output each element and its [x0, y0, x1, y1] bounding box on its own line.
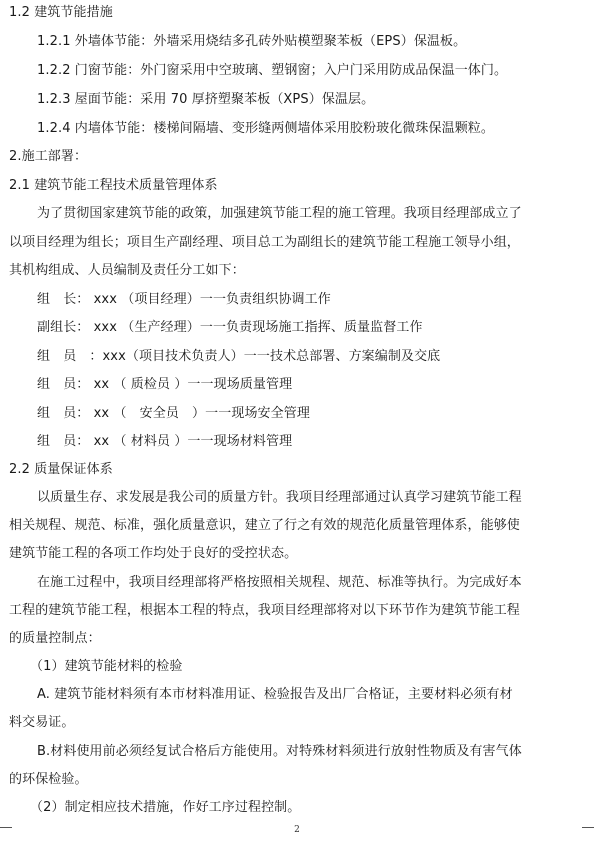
team-row-quality: 组 员： xx （ 质检员 ）一一现场质量管理: [37, 377, 293, 392]
measure-roof: 1.2.3 屋面节能：采用 70 厚挤塑聚苯板（XPS）保温层。: [37, 92, 375, 107]
section-heading-2-2: 2.2 质量保证体系: [9, 462, 113, 477]
control-point-1: （1）建筑节能材料的检验: [30, 659, 183, 674]
paragraph-line: 的质量控制点：: [9, 631, 101, 646]
paragraph-line: 以项目经理为组长；项目生产副经理、项目总工为副组长的建筑节能工程施工领导小组，: [9, 235, 520, 250]
section-heading-2-1: 2.1 建筑节能工程技术质量管理体系: [9, 178, 218, 193]
paragraph-line: A. 建筑节能材料须有本市材料准用证、检验报告及出厂合格证，主要材料必须有材: [37, 687, 513, 702]
paragraph-line: 在施工过程中，我项目经理部将严格按照相关规程、规范、标准等执行。为完成好本: [37, 575, 522, 590]
page-number: 2: [294, 825, 300, 835]
team-row-tech: 组 员 ：xxx（项目技术负责人）一一技术总部署、方案编制及交底: [37, 349, 441, 364]
paragraph-line: 以质量生存、求发展是我公司的质量方针。我项目经理部通过认真学习建筑节能工程: [37, 490, 522, 505]
team-row-leader: 组 长： xxx （项目经理）一一负责组织协调工作: [37, 292, 331, 307]
paragraph-line: 其机构组成、人员编制及责任分工如下：: [9, 263, 245, 278]
measure-interior-wall: 1.2.4 内墙体节能：楼梯间隔墙、变形缝两侧墙体采用胶粉玻化微珠保温颗粒。: [37, 121, 495, 136]
paragraph-line: 为了贯彻国家建筑节能的政策，加强建筑节能工程的施工管理。我项目经理部成立了: [37, 206, 522, 221]
section-heading-2: 2.施工部署：: [9, 149, 88, 164]
paragraph-line: 料交易证。: [9, 715, 75, 730]
measure-doors-windows: 1.2.2 门窗节能：外门窗采用中空玻璃、塑钢窗；入户门采用防成品保温一体门。: [37, 63, 508, 78]
paragraph-line: 工程的建筑节能工程，根据本工程的特点，我项目经理部将对以下环节作为建筑节能工程: [9, 603, 520, 618]
paragraph-line: 的环保检验。: [9, 772, 88, 787]
team-row-material: 组 员： xx （ 材料员 ）一一现场材料管理: [37, 434, 293, 449]
paragraph-line: 相关规程、规范、标准，强化质量意识，建立了行之有效的规范化质量管理体系，能够使: [9, 518, 520, 533]
team-row-safety: 组 员： xx （ 安全员 ）一一现场安全管理: [37, 406, 310, 421]
section-heading-1-2: 1.2 建筑节能措施: [9, 5, 113, 20]
measure-exterior-wall: 1.2.1 外墙体节能：外墙采用烧结多孔砖外贴模塑聚苯板（EPS）保温板。: [37, 34, 467, 49]
paragraph-line: 建筑节能工程的各项工作均处于良好的受控状态。: [9, 546, 298, 561]
paragraph-line: B.材料使用前必须经复试合格后方能使用。对特殊材料须进行放射性物质及有害气体: [37, 744, 522, 759]
team-row-deputy: 副组长： xxx （生产经理）一一负责现场施工指挥、质量监督工作: [37, 320, 423, 335]
control-point-2: （2）制定相应技术措施，作好工序过程控制。: [30, 800, 301, 815]
